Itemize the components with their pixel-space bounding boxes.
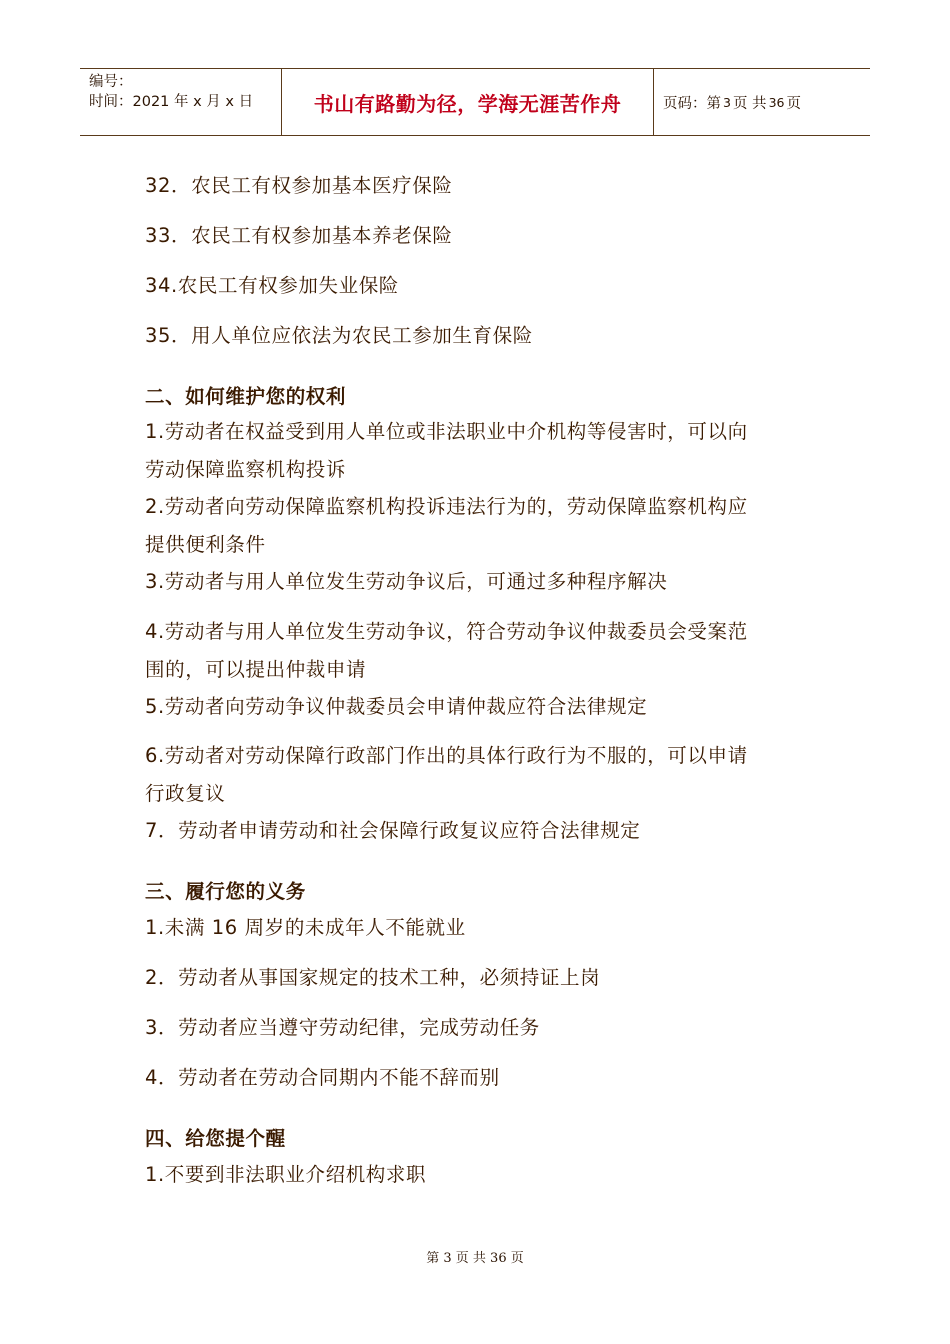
list-item: 6.劳动者对劳动保障行政部门作出的具体行政行为不服的，可以申请 [145, 744, 748, 767]
list-item: 33．农民工有权参加基本养老保险 [145, 224, 453, 247]
page-number: 3 [723, 94, 731, 110]
list-item-continuation: 围的，可以提出仲裁申请 [145, 658, 367, 681]
list-item-continuation: 提供便利条件 [145, 533, 266, 556]
page-prefix: 页码：第 [663, 95, 721, 112]
list-item: 7．劳动者申请劳动和社会保障行政复议应符合法律规定 [145, 819, 641, 842]
list-item: 4.劳动者与用人单位发生劳动争议，符合劳动争议仲裁委员会受案范 [145, 620, 748, 643]
list-item: 1.劳动者在权益受到用人单位或非法职业中介机构等侵害时，可以向 [145, 420, 748, 443]
list-item: 3.劳动者与用人单位发生劳动争议后，可通过多种程序解决 [145, 570, 668, 593]
section-heading: 三、履行您的义务 [145, 880, 306, 903]
list-item: 35．用人单位应依法为农民工参加生育保险 [145, 324, 533, 347]
header-motto: 书山有路勤为径，学海无涯苦作舟 [282, 69, 654, 135]
page-mid: 页 共 [732, 95, 767, 112]
list-item: 1.不要到非法职业介绍机构求职 [145, 1163, 427, 1186]
page-header [80, 68, 870, 136]
list-item: 34.农民工有权参加失业保险 [145, 274, 399, 297]
list-item: 32．农民工有权参加基本医疗保险 [145, 174, 453, 197]
list-item: 1.未满 16 周岁的未成年人不能就业 [145, 916, 466, 939]
list-item-continuation: 劳动保障监察机构投诉 [145, 458, 347, 481]
list-item: 2．劳动者从事国家规定的技术工种，必须持证上岗 [145, 966, 601, 989]
document-number-label: 编号： [89, 74, 133, 90]
page-total: 36 [768, 94, 785, 110]
list-item: 2.劳动者向劳动保障监察机构投诉违法行为的，劳动保障监察机构应 [145, 495, 748, 518]
list-item-continuation: 行政复议 [145, 782, 226, 805]
list-item: 5.劳动者向劳动争议仲裁委员会申请仲裁应符合法律规定 [145, 695, 648, 718]
header-page-indicator [654, 69, 870, 135]
section-heading: 四、给您提个醒 [145, 1127, 286, 1150]
section-heading: 二、如何维护您的权利 [145, 385, 347, 408]
page-footer: 第 3 页 共 36 页 [426, 1251, 524, 1266]
list-item: 4．劳动者在劳动合同期内不能不辞而别 [145, 1066, 500, 1089]
document-time-label: 时间：2021 年 x 月 x 日 [89, 94, 254, 110]
list-item: 3．劳动者应当遵守劳动纪律，完成劳动任务 [145, 1016, 540, 1039]
header-meta [80, 69, 282, 135]
page-suffix: 页 [786, 95, 801, 112]
